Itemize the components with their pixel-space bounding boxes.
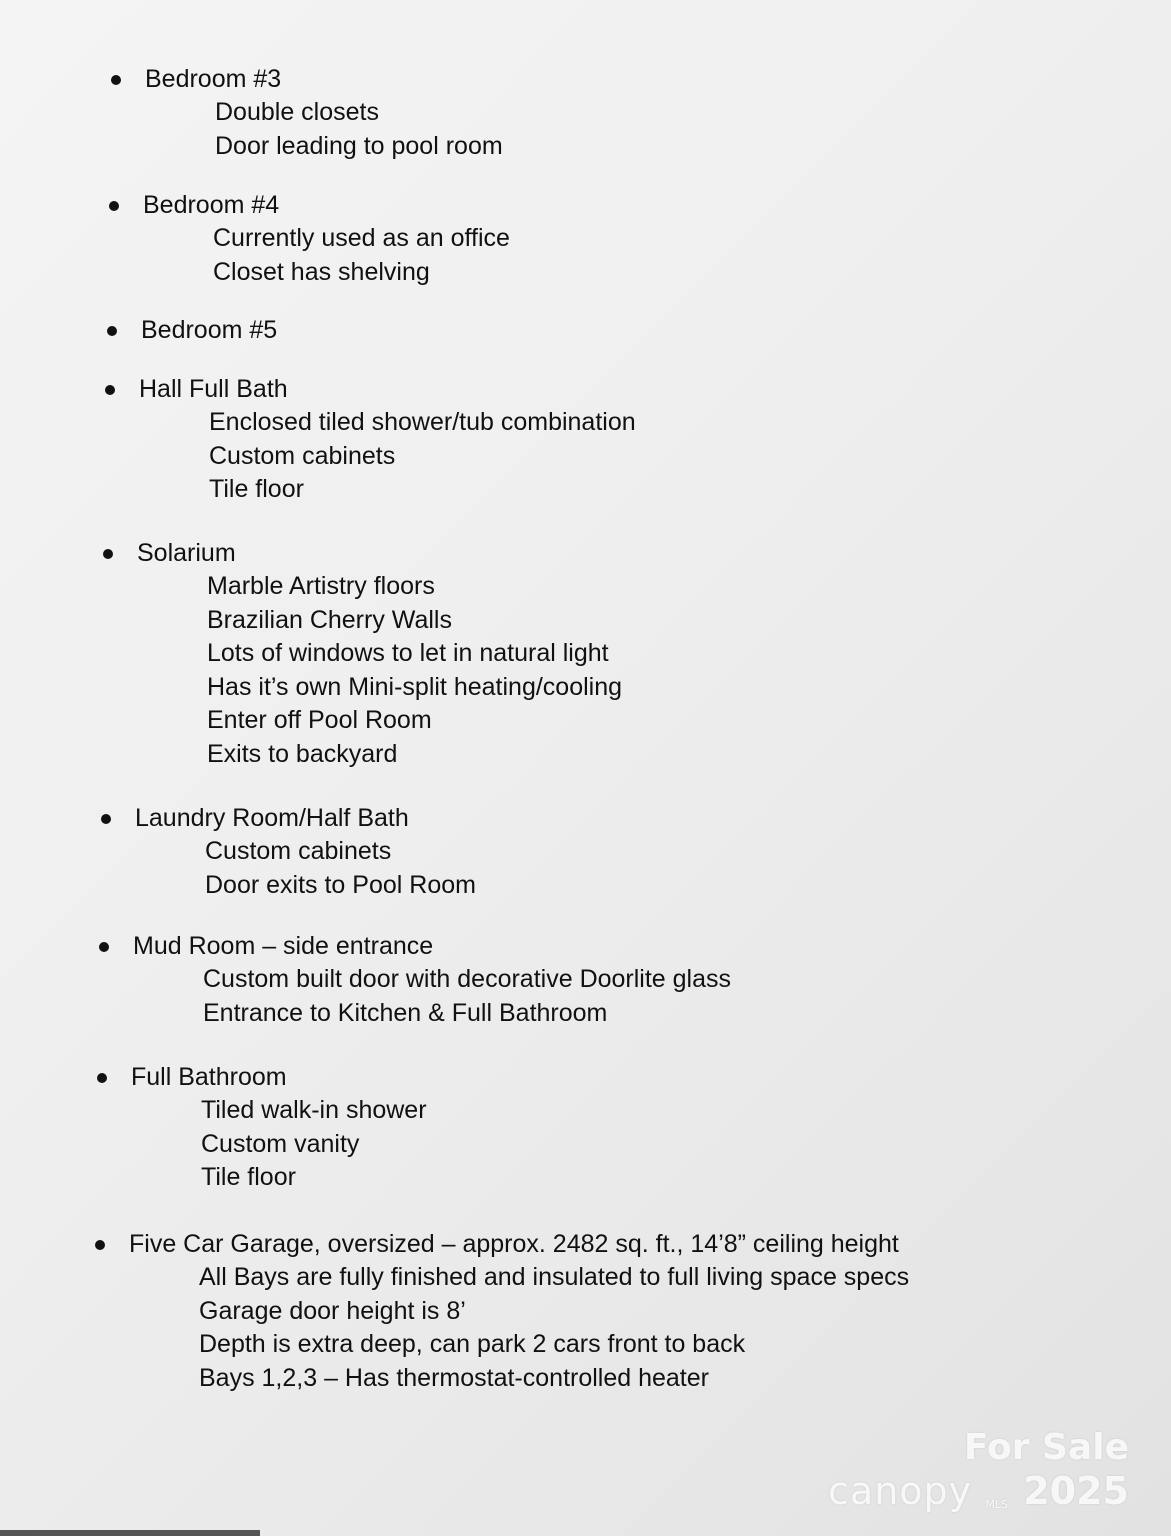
section-solarium — [137, 537, 622, 771]
list-item: Bays 1,2,3 – Has thermostat-controlled heater — [199, 1363, 709, 1392]
list-item: Door leading to pool room — [215, 131, 503, 160]
list-item: All Bays are fully finished and insulated to full living space specs — [199, 1263, 910, 1291]
list-item: Closet has shelving — [213, 257, 430, 286]
watermark-mls: MLS — [985, 1498, 1008, 1511]
list-item: Marble Artistry floors — [207, 572, 435, 600]
section-bedroom-5 — [141, 314, 277, 347]
section-mud-room — [133, 930, 731, 1030]
list-item: Double closets — [215, 98, 379, 126]
section-title: Hall Full Bath — [139, 375, 288, 403]
list-item: Exits to backyard — [207, 739, 398, 768]
bullet-icon — [105, 385, 115, 395]
list-item: Tile floor — [209, 475, 304, 503]
section-title: Laundry Room/Half Bath — [135, 804, 409, 832]
watermark-for-sale: For Sale — [963, 1427, 1129, 1468]
list-item: Has it’s own Mini-split heating/cooling — [207, 672, 623, 701]
list-item: Brazilian Cherry Walls — [207, 605, 452, 634]
section-title: Bedroom #3 — [145, 65, 282, 93]
list-item: Lots of windows to let in natural light — [207, 639, 609, 667]
list-item: Tile floor — [201, 1163, 296, 1191]
list-item: Depth is extra deep, can park 2 cars front to back — [199, 1330, 746, 1358]
section-title: Bedroom #5 — [141, 316, 278, 344]
bullet-icon — [99, 942, 109, 952]
list-item: Enter off Pool Room — [207, 706, 432, 734]
section-five-car-garage — [129, 1228, 909, 1395]
section-hall-full-bath — [139, 373, 636, 507]
section-title: Mud Room – side entrance — [133, 932, 434, 960]
section-full-bathroom — [131, 1061, 427, 1195]
section-bedroom-3 — [145, 63, 503, 163]
list-item: Enclosed tiled shower/tub combination — [209, 408, 636, 436]
list-item: Tiled walk-in shower — [201, 1096, 427, 1124]
section-title: Five Car Garage, oversized – approx. 2482 sq. ft., 14’8” ceiling height — [129, 1230, 899, 1258]
list-item: Custom vanity — [201, 1129, 360, 1158]
list-item: Custom cabinets — [205, 837, 392, 865]
page-edge-shadow — [0, 1530, 260, 1536]
section-bedroom-4 — [143, 189, 510, 289]
for-sale-watermark — [828, 1427, 1129, 1513]
section-title: Bedroom #4 — [143, 191, 280, 219]
bullet-icon — [103, 549, 113, 559]
section-laundry-room — [135, 802, 476, 902]
watermark-year: 2025 — [1023, 1469, 1129, 1513]
list-item: Currently used as an office — [213, 224, 510, 252]
list-item: Entrance to Kitchen & Full Bathroom — [203, 998, 608, 1027]
bullet-icon — [109, 201, 119, 211]
list-item: Garage door height is 8’ — [199, 1296, 466, 1325]
watermark-brand: canopy — [828, 1469, 973, 1513]
section-title: Solarium — [137, 539, 236, 567]
bullet-icon — [97, 1073, 107, 1083]
list-item: Custom built door with decorative Doorlite glass — [203, 965, 732, 993]
list-item: Door exits to Pool Room — [205, 870, 476, 899]
section-title: Full Bathroom — [131, 1063, 287, 1091]
bullet-icon — [95, 1240, 105, 1250]
bullet-icon — [101, 814, 111, 824]
bullet-icon — [107, 326, 117, 336]
list-item: Custom cabinets — [209, 441, 396, 470]
bullet-icon — [111, 75, 121, 85]
